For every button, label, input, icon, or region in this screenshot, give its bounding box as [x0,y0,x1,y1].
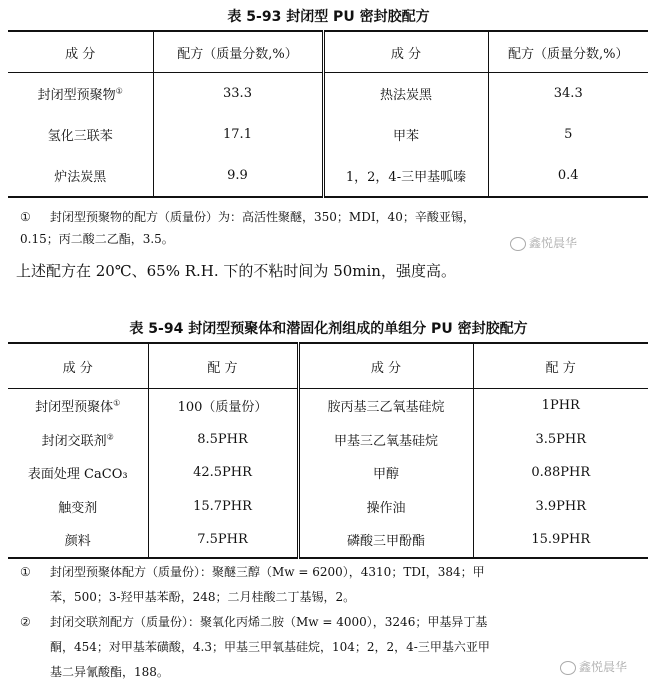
table-cell: 42.5PHR [148,456,298,490]
table-cell: 0.4 [488,155,648,197]
watermark: 鑫悦晨华 [560,658,627,675]
footnote-mark: ① [20,210,31,224]
table-cell: 15.7PHR [148,490,298,524]
table2-header: 配 方 [148,343,298,389]
footnote-text: 封闭型预聚物的配方（质量份）为：高活性聚醚，350；MDI，40；辛酸亚锡， [50,210,475,224]
table-cell: 磷酸三甲酚酯 [298,523,473,558]
table-row [8,155,648,197]
table-cell: 33.3 [153,73,323,115]
table-cell: 热法炭黑 [323,73,488,115]
table-cell: 9.9 [153,155,323,197]
table1 [8,30,648,198]
table2-footnotes [20,560,648,685]
table-cell: 34.3 [488,73,648,115]
table-cell: 0.88PHR [473,456,648,490]
table-cell: 炉法炭黑 [54,170,107,185]
table-row [8,114,648,155]
table1-title: 表 5-93 封闭型 PU 密封胶配方 [227,9,430,25]
footnote-mark: ① [20,565,31,579]
table-cell: 胺丙基三乙氧基硅烷 [298,389,473,423]
footnote-text: 0.15；丙二酸二乙酯，3.5。 [20,232,174,246]
table-cell: 1，2，4-三甲基呱嗪 [323,155,488,197]
table2-header: 配 方 [473,343,648,389]
table1-header: 成 分 [323,31,488,73]
table-cell: 8.5PHR [148,423,298,457]
table-row [8,389,648,423]
footnote-text: 封闭型预聚体配方（质量份）：聚醚三醇（Mw = 6200），4310；TDI，384；甲 [50,565,485,579]
table-cell: 100（质量份） [148,389,298,423]
watermark: 鑫悦晨华 [510,234,577,251]
table2-header: 成 分 [298,343,473,389]
table-row [8,73,648,115]
table2-header-row [8,343,648,389]
table-cell: 甲醇 [298,456,473,490]
table2-title: 表 5-94 封闭型预聚体和潜固化剂组成的单组分 PU 密封胶配方 [129,321,528,337]
table1-header: 配方（质量分数,%） [488,31,648,73]
footnote-text: 基二异氰酸酯，188。 [50,665,169,679]
table-cell: 17.1 [153,114,323,155]
footnote-mark: ② [20,615,31,629]
table-cell: 封闭交联剂② [41,432,114,449]
table-cell: 表面处理 CaCO₃ [27,467,128,483]
table-row [8,523,648,558]
table-cell: 操作油 [298,490,473,524]
table-cell: 3.5PHR [473,423,648,457]
table-cell: 封闭型预聚物① [37,86,123,103]
footnote-text: 封闭交联剂配方（质量份）：聚氧化丙烯二胺（Mw = 4000），3246；甲基异丁基 [50,615,488,629]
footnote-text: 苯，500；3-羟甲基苯酚，248；二月桂酸二丁基锡，2。 [50,590,356,604]
table-cell: 氢化三联苯 [47,129,113,144]
table-cell: 甲基三乙氧基硅烷 [298,423,473,457]
table-cell: 7.5PHR [148,523,298,558]
table-cell: 1PHR [473,389,648,423]
table1-header: 成 分 [8,31,153,73]
table-cell: 甲苯 [323,114,488,155]
table-row [8,490,648,524]
table-row [8,423,648,457]
table-cell: 封闭型预聚体① [35,398,121,416]
table2-header: 成 分 [8,343,148,389]
table1-header: 配方（质量分数,%） [153,31,323,73]
table-cell: 触变剂 [58,500,98,516]
table-row [8,456,648,490]
wechat-icon [560,661,576,675]
wechat-icon [510,237,526,251]
table-cell: 15.9PHR [473,523,648,558]
table-cell: 颜料 [64,534,91,550]
summary-text: 上述配方在 20℃、65% R.H. 下的不粘时间为 50min，强度高。 [16,262,456,280]
footnote-text: 酮，454；对甲基苯磺酸，4.3；甲基三甲氧基硅烷，104；2，2，4-三甲基六亚甲 [50,640,490,654]
table2 [8,342,648,559]
table-cell: 3.9PHR [473,490,648,524]
table1-header-row [8,31,648,73]
table-cell: 5 [488,114,648,155]
